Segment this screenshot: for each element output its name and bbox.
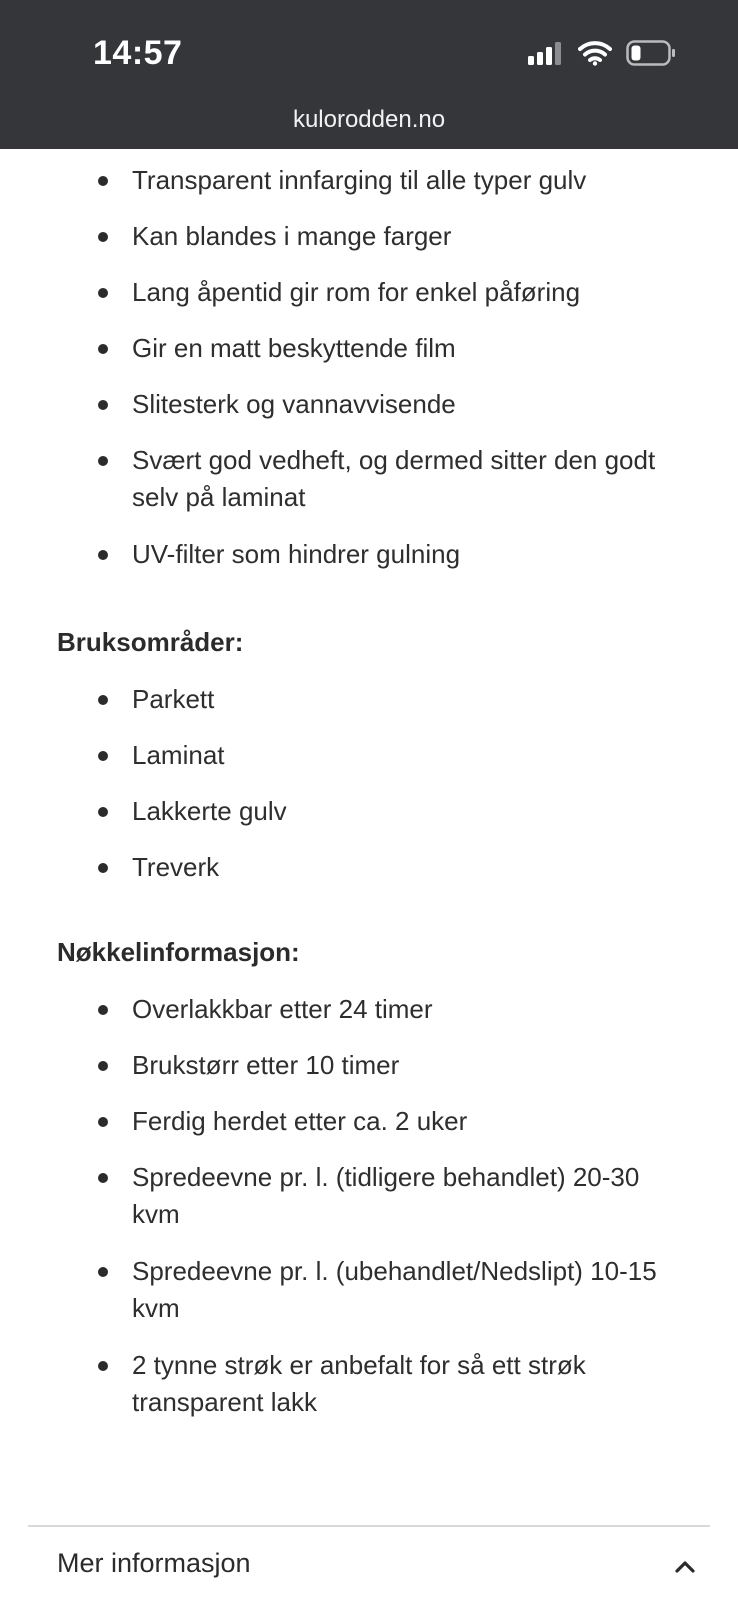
cellular-signal-icon [528,41,564,70]
list-item: Kan blandes i mange farger [132,218,692,255]
list-item: 2 tynne strøk er anbefalt for så ett strøk transparent lakk [132,1347,692,1421]
chevron-up-icon[interactable] [674,1556,696,1578]
bullet-icon [98,550,108,560]
list-item: Slitesterk og vannavvisende [132,386,692,423]
bullet-icon [98,232,108,242]
status-icons [528,40,676,70]
bullet-icon [98,1005,108,1015]
usage-heading: Bruksområder: [57,627,244,657]
bullet-icon [98,400,108,410]
list-item: Laminat [132,737,692,774]
bullet-icon [98,751,108,761]
status-time: 14:57 [93,34,183,72]
list-item: Brukstørr etter 10 timer [132,1047,692,1084]
bullet-icon [98,863,108,873]
list-item: Lang åpentid gir rom for enkel påføring [132,274,692,311]
bullet-icon [98,1117,108,1127]
list-item: Overlakkbar etter 24 timer [132,991,692,1028]
list-item: Spredeevne pr. l. (tidligere behandlet) 20-30 kvm [132,1159,692,1233]
list-item: Spredeevne pr. l. (ubehandlet/Nedslipt) 10-15 kvm [132,1253,692,1327]
bullet-icon [98,176,108,186]
bullet-icon [98,1061,108,1071]
battery-icon [626,40,676,71]
bullet-icon [98,344,108,354]
list-item: UV-filter som hindrer gulning [132,536,692,573]
bullet-icon [98,1361,108,1371]
list-item: Svært god vedheft, og dermed sitter den godt selv på laminat [132,442,692,516]
list-item: Ferdig herdet etter ca. 2 uker [132,1103,692,1140]
status-bar [0,0,738,149]
key-info-heading: Nøkkelinformasjon: [57,937,300,967]
more-info-accordion-toggle[interactable] [28,1548,710,1600]
bullet-icon [98,695,108,705]
list-item: Gir en matt beskyttende film [132,330,692,367]
divider [28,1525,710,1527]
wifi-icon [578,40,612,71]
bullet-icon [98,1173,108,1183]
more-info-label: Mer informasjon [57,1548,251,1578]
list-item: Treverk [132,849,692,886]
bullet-icon [98,456,108,466]
bullet-icon [98,807,108,817]
address-bar-url[interactable]: kulorodden.no [292,106,446,133]
bullet-icon [98,288,108,298]
bullet-icon [98,1267,108,1277]
list-item: Lakkerte gulv [132,793,692,830]
list-item: Transparent innfarging til alle typer gulv [132,162,692,199]
list-item: Parkett [132,681,692,718]
